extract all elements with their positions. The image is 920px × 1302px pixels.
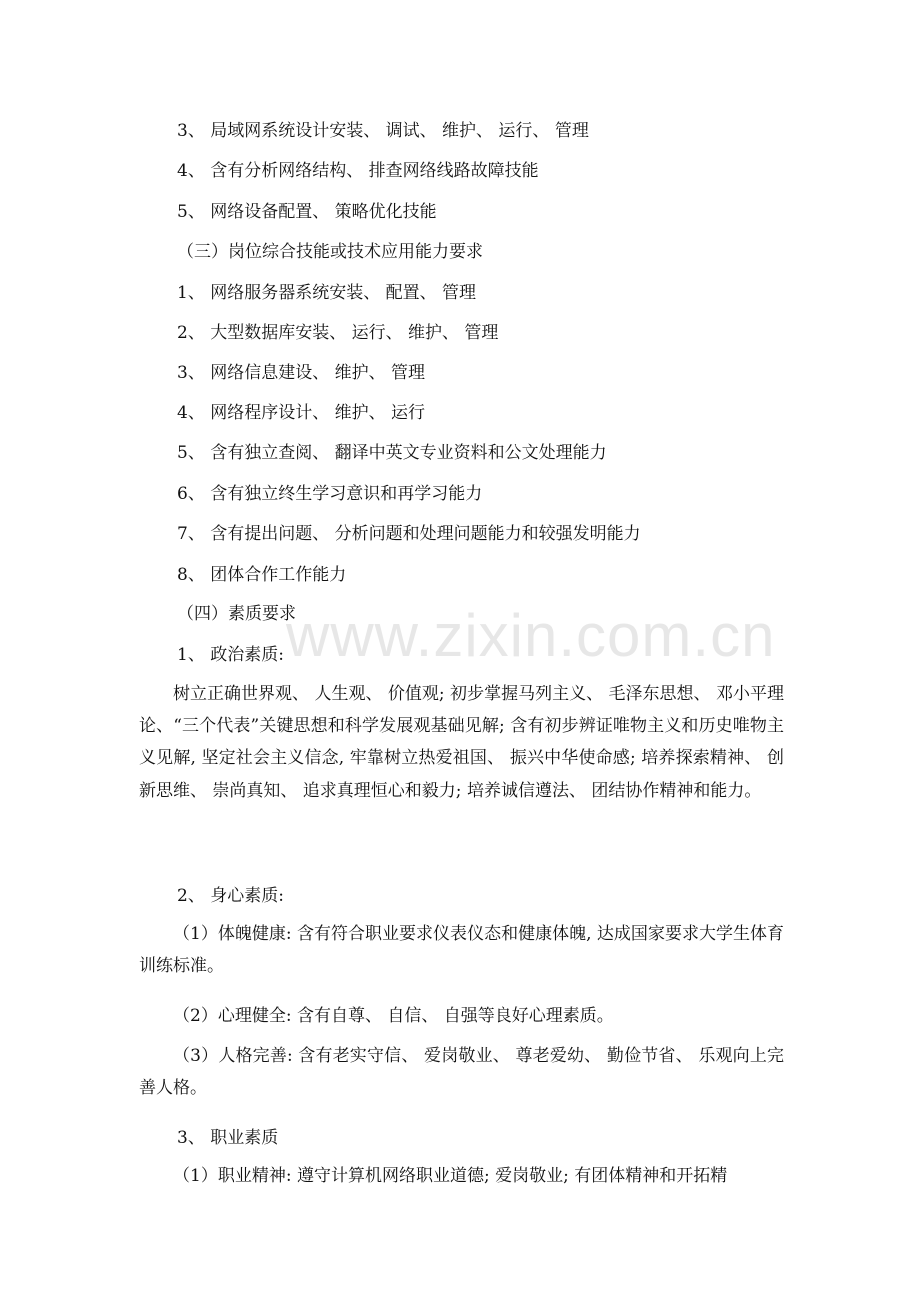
section-heading-comprehensive-skills: （三）岗位综合技能或技术应用能力要求: [177, 242, 483, 262]
item-problem-solving: 7、 含有提出问题、 分析问题和处理问题能力和较强发明能力: [177, 524, 641, 544]
item-program-design: 4、 网络程序设计、 维护、 运行: [177, 403, 426, 423]
physique-paragraph: （1）体魄健康: 含有符合职业要求仪表仪态和健康体魄, 达成国家要求大学生体育训练标准。: [139, 924, 784, 977]
item-info-construction: 3、 网络信息建设、 维护、 管理: [177, 363, 426, 383]
professional-spirit-paragraph: （1）职业精神: 遵守计算机网络职业道德; 爱岗敬业; 有团体精神和开拓精: [173, 1166, 728, 1186]
personality-paragraph: （3）人格完善: 含有老实守信、 爱岗敬业、 尊老爱幼、 勤俭节省、 乐观向上完善人格。: [139, 1046, 784, 1099]
psychology-paragraph: （2）心理健全: 含有自尊、 自信、 自强等良好心理素质。: [173, 1006, 614, 1026]
political-quality-heading: 1、 政治素质:: [177, 645, 284, 665]
item-lifelong-learning: 6、 含有独立终生学习意识和再学习能力: [177, 484, 483, 504]
site-watermark: www.zixin.com.cn: [286, 602, 776, 669]
body-mind-heading: 2、 身心素质:: [177, 886, 284, 906]
item-lan-design: 3、 局域网系统设计安装、 调试、 维护、 运行、 管理: [177, 121, 589, 141]
item-device-config: 5、 网络设备配置、 策略优化技能: [177, 202, 437, 222]
item-teamwork: 8、 团体合作工作能力: [177, 565, 347, 585]
item-database-install: 2、 大型数据库安装、 运行、 维护、 管理: [177, 323, 499, 343]
professional-quality-heading: 3、 职业素质: [177, 1128, 279, 1148]
item-network-analysis: 4、 含有分析网络结构、 排查网络线路故障技能: [177, 161, 539, 181]
political-quality-paragraph: 树立正确世界观、 人生观、 价值观; 初步掌握马列主义、 毛泽东思想、 邓小平理论、“三个代表”关键思想和科学发展观基础见解; 含有初步辨证唯物主义和历史唯物主义见解, 坚定社会主义信念, 牢靠树立热爱祖国、 振兴中华使命感; 培养探索精神、 创新思维、 崇尚真知、 追求真理恒心和毅力; 培养诚信遵法、 团结协作精神和能力。: [139, 684, 784, 801]
section-heading-quality: （四）素质要求: [177, 604, 296, 624]
item-server-install: 1、 网络服务器系统安装、 配置、 管理: [177, 283, 477, 303]
item-translation-ability: 5、 含有独立查阅、 翻译中英文专业资料和公文处理能力: [177, 443, 607, 463]
